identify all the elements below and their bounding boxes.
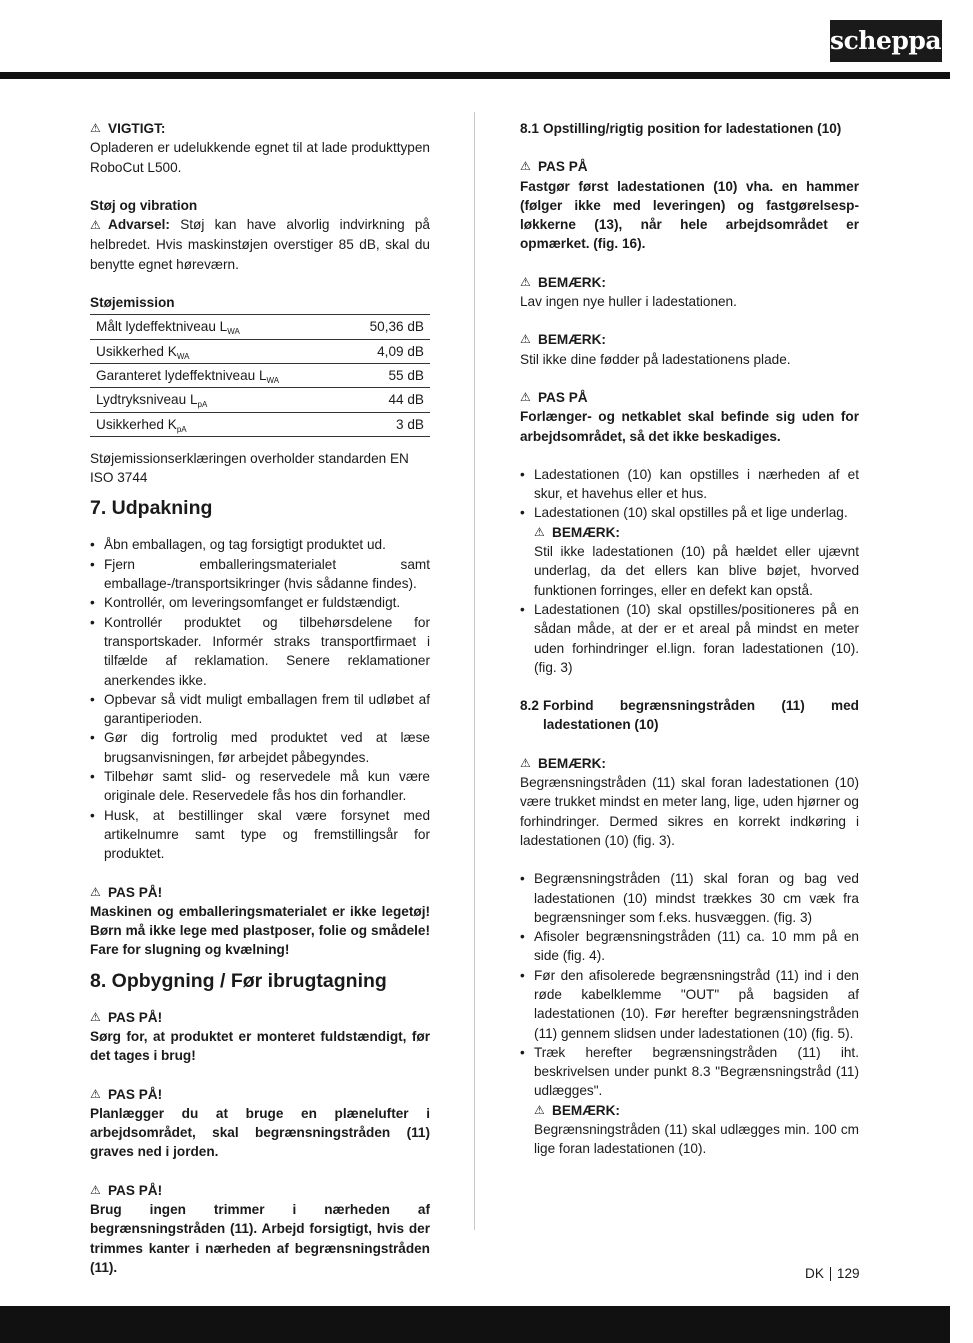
note-text: Begrænsningstråden (11) skal foran ladestationen (10) være trukket mindst en meter lang, lige, uden hjørner og forhindringer. Dermed sikres en korrekt indkøring i ladestationen (10) (fig. 3).: [520, 775, 859, 848]
section-8-title: 8. Opbygning / Før ibrugtagning: [90, 969, 387, 992]
note-heading: ⚠ BEMÆRK:: [520, 273, 859, 292]
emission-note: Støjemissionserklæringen overholder standarden EN ISO 3744: [90, 450, 409, 486]
table-cell-label: Usikkerhed $K_{WA}$: [90, 339, 344, 363]
table-row: [90, 388, 430, 412]
caution-text: Forlænger- og netkablet skal befinde sig uden for arbejdsområdet, så det ikke beskadiges.: [520, 409, 859, 444]
placement-list: [520, 465, 859, 677]
caution-text: Fastgør først ladestationen (10) vha. en hammer (følger ikke med leveringen) og fastgørelsesp-løkkerne (13), når hele arbejdsområdet er opmærket. (fig. 16).: [520, 178, 859, 252]
section-7-title: 7. Udpakning: [90, 497, 213, 520]
emission-title: Støjemission: [90, 295, 175, 311]
warning-triangle-icon: ⚠: [90, 218, 101, 233]
noise-warning: ⚠ Advarsel: Støj kan have alvorlig indvirkning på helbredet. Hvis maskinstøjen overstiger 85 dB, skal du benytte egnet høreværn.: [90, 217, 430, 272]
note-text: Begrænsningstråden (11) skal udlægges min. 100 cm lige foran ladestationen (10).: [534, 1122, 859, 1157]
note-text: Lav ingen nye huller i ladestationen.: [520, 294, 737, 310]
footer-separator: [830, 1267, 831, 1281]
page-number: 129: [836, 1266, 860, 1281]
caution-text: Brug ingen trimmer i nærheden af begrænsningstråden (11). Arbejd forsigtigt, hvis der trimmes kanter i nærheden af begrænsningstråden (11).: [90, 1202, 430, 1275]
list-item: • Fjern emballeringsmaterialet samt emballage-/transportsikringer (hvis sådanne findes).: [90, 555, 430, 594]
language-code: DK: [805, 1266, 824, 1281]
note-heading: ⚠ BEMÆRK:: [520, 330, 859, 349]
note-text: Stil ikke ladestationen (10) på hældet eller ujævnt underlag, da det ellers kan blive bøjet, hvorved funktionen forringes, eller en defekt kan opstå.: [534, 544, 859, 598]
caution-heading: ⚠ PAS PÅ: [520, 157, 859, 176]
list-item: • Kontrollér, om leveringsomfanget er fuldstændigt.: [90, 593, 430, 612]
table-cell-value: 4,09 dB: [344, 339, 430, 363]
section-8-2-title: 8.2 Forbind begrænsningstråden (11) med ladestationen (10): [520, 698, 859, 733]
warning-triangle-icon: ⚠: [520, 389, 531, 404]
table-cell-value: 50,36 dB: [344, 315, 430, 339]
warning-triangle-icon: ⚠: [90, 1009, 101, 1024]
list-item: • Kontrollér produktet og tilbehørsdelene for transportskader. Informér straks transportfirmaet i tilfælde af reklamation. Senere reklamationer anerkendes ikke.: [90, 613, 430, 690]
note-heading: ⚠ BEMÆRK:: [534, 523, 859, 542]
right-column: [520, 119, 859, 1159]
list-item: • Gør dig fortrolig med produktet ved at læse brugsanvisningen, før arbejdet påbegyndes.: [90, 728, 430, 767]
note-heading: ⚠ BEMÆRK:: [520, 754, 859, 773]
warning-triangle-icon: ⚠: [90, 121, 101, 135]
list-item: • Ladestationen (10) kan opstilles i nærheden af et skur, et havehus eller et hus.: [520, 465, 859, 504]
header-rule: [0, 72, 950, 79]
table-cell-value: 55 dB: [344, 363, 430, 387]
warning-triangle-icon: ⚠: [520, 755, 531, 770]
list-item: • Opbevar så vidt muligt emballagen frem til udløbet af garantiperioden.: [90, 690, 430, 729]
note-text: Stil ikke dine fødder på ladestationens plade.: [520, 351, 791, 367]
noise-title: Støj og vibration: [90, 197, 198, 213]
section-8-1-title: 8.1 Opstilling/rigtig position for ladestationen (10): [520, 121, 842, 136]
warning-triangle-icon: ⚠: [90, 1086, 101, 1101]
list-item: • Begrænsningstråden (11) skal foran og bag ved ladestationen (10) mindst trækkes 30 cm væk fra begrænsninger som f.eks. husvæggen. (fig. 3): [520, 869, 859, 927]
table-cell-value: 3 dB: [344, 412, 430, 436]
table-row: [90, 412, 430, 436]
table-row: [90, 315, 430, 339]
footer-bar: [0, 1306, 950, 1343]
important-text: Opladeren er udelukkende egnet til at lade produkttypen RoboCut L500.: [90, 140, 430, 175]
inner-note: [534, 1101, 859, 1159]
noise-emission-table: [90, 314, 430, 436]
list-item: • Før den afisolerede begrænsningstråd (11) ind i den røde kabelklemme "OUT" på bagsiden af ladestationen (10). Før herefter begrænsningstråden (11) gennem slidsen under ladestationen (10) (fig. 5).: [520, 966, 859, 1043]
unpacking-list: [90, 535, 430, 863]
caution-heading: ⚠ PAS PÅ!: [90, 883, 430, 902]
list-item: • Tilbehør samt slid- og reservedele må kun være originale dele. Reservedele fås hos din forhandler.: [90, 767, 430, 806]
important-heading: ⚠ VIGTIGT:: [90, 119, 430, 138]
warning-triangle-icon: ⚠: [534, 524, 545, 539]
table-cell-label: Målt lydeffektniveau $L_{WA}$: [90, 315, 344, 339]
caution-text: Maskinen og emballeringsmaterialet er ikke legetøj! Børn må ikke lege med plastposer, folie og smådele! Fare for slugning og kvælning!: [90, 903, 430, 958]
caution-heading: ⚠ PAS PÅ!: [90, 1008, 430, 1027]
warning-triangle-icon: ⚠: [90, 884, 101, 899]
caution-text: Sørg for, at produktet er monteret fuldstændigt, før det tages i brug!: [90, 1028, 430, 1064]
wire-list: [520, 869, 859, 1158]
column-divider: [474, 112, 475, 1230]
scheppach-logo: scheppach: [830, 20, 942, 62]
list-item: • Husk, at bestillinger skal være forsynet med artikelnumre samt type og fremstillingsår for produktet.: [90, 806, 430, 864]
caution-heading: ⚠ PAS PÅ: [520, 388, 859, 407]
table-cell-label: Lydtryksniveau $L_{pA}$: [90, 388, 344, 412]
warning-triangle-icon: ⚠: [534, 1102, 545, 1117]
table-row: [90, 363, 430, 387]
table-cell-label: Garanteret lydeffektniveau $L_{WA}$: [90, 363, 344, 387]
list-item: • Ladestationen (10) skal opstilles på et lige underlag. ⚠ BEMÆRK: Stil ikke ladestationen (10) på hældet eller ujævnt underlag, da det ellers kan blive bøjet, hvorved funktionen forringes, eller en defekt kan opstå.: [520, 503, 859, 599]
page-footer: [805, 1264, 860, 1283]
inner-note: [534, 523, 859, 600]
left-column: [90, 119, 430, 1277]
note-heading: ⚠ BEMÆRK:: [534, 1101, 859, 1120]
list-item: • Åbn emballagen, og tag forsigtigt produktet ud.: [90, 535, 430, 554]
warning-triangle-icon: ⚠: [520, 332, 531, 347]
warning-triangle-icon: ⚠: [520, 274, 531, 289]
list-item: • Ladestationen (10) skal opstilles/positioneres på en sådan måde, at der er et areal på mindst en meter uden forhindringer el.lign. foran ladestationen (10). (fig. 3): [520, 600, 859, 677]
table-row: [90, 339, 430, 363]
table-cell-label: Usikkerhed $K_{pA}$: [90, 412, 344, 436]
caution-heading: ⚠ PAS PÅ!: [90, 1181, 430, 1200]
warning-triangle-icon: ⚠: [520, 159, 531, 174]
table-cell-value: 44 dB: [344, 388, 430, 412]
warning-triangle-icon: ⚠: [90, 1182, 101, 1197]
list-item: • Afisoler begrænsningstråden (11) ca. 10 mm på en side (fig. 4).: [520, 927, 859, 966]
caution-text: Planlægger du at bruge en plænelufter i arbejdsområdet, skal begrænsningstråden (11) graves ned i jorden.: [90, 1105, 430, 1160]
caution-heading: ⚠ PAS PÅ!: [90, 1085, 430, 1104]
list-item: • Træk herefter begrænsningstråden (11) iht. beskrivelsen under punkt 8.3 "Begrænsningstråd (11) udlægges". ⚠ BEMÆRK: Begrænsningstråden (11) skal udlægges min. 100 cm lige foran ladestationen (10).: [520, 1043, 859, 1159]
